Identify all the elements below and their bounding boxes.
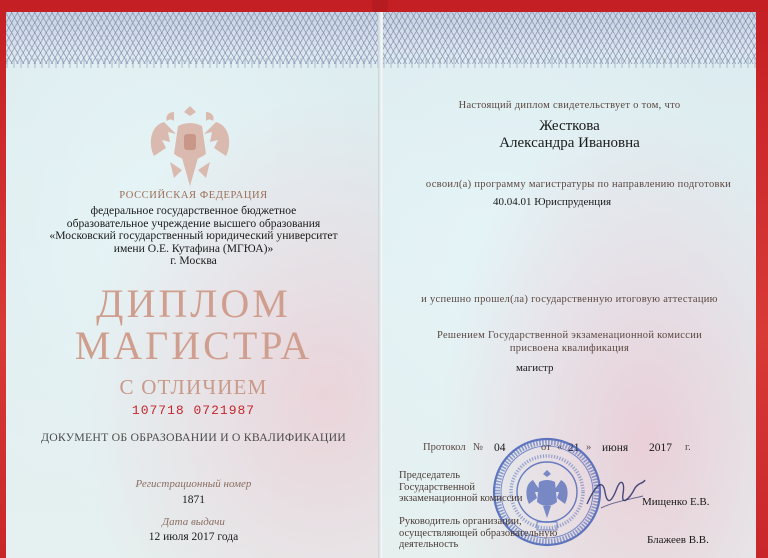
diploma-title-line-1: ДИПЛОМ: [96, 281, 291, 326]
head-name: Блажеев В.В.: [647, 534, 709, 546]
protocol-day: 21: [568, 442, 580, 454]
guilloche-header: [383, 12, 756, 64]
chair-label: [399, 470, 523, 505]
registration-number: 1871: [182, 494, 205, 506]
protocol-year-suffix: г.: [685, 442, 691, 453]
right-page: [383, 12, 756, 558]
honors-label: С ОТЛИЧИЕМ: [119, 375, 268, 399]
program-name: 40.04.01 Юриспруденция: [493, 196, 612, 208]
qualification: магистр: [516, 362, 554, 374]
institution-line: «Московский государственный юридический университет: [49, 229, 338, 243]
institution-name: [16, 205, 371, 268]
institution-line: федеральное государственное бюджетное: [90, 204, 297, 217]
protocol-number-sign: №: [473, 442, 484, 453]
issue-date-label: Дата выдачи: [162, 516, 225, 528]
double-headed-eagle-emblem-icon: [144, 96, 236, 192]
decision-line: Решением Государственной экзаменационной комиссии: [436, 330, 703, 341]
diploma-title-line-2: МАГИСТРА: [74, 323, 313, 368]
serial-number: 107718 0721987: [131, 403, 256, 418]
protocol-month: июня: [602, 442, 629, 454]
head-label-line: Руководитель организации,: [399, 516, 522, 527]
mastered-program-text: освоил(а) программу магистратуры по направлению подготовки: [425, 179, 732, 190]
country-name: РОССИЙСКАЯ ФЕДЕРАЦИЯ: [119, 190, 268, 201]
document-type: ДОКУМЕНТ ОБ ОБРАЗОВАНИИ И О КВАЛИФИКАЦИИ: [40, 430, 347, 444]
chair-label-line: Председатель: [399, 470, 461, 481]
graduate-name: [383, 118, 756, 151]
protocol-quote-close: »: [586, 442, 592, 453]
certifies-text: Настоящий диплом свидетельствует о том, что: [458, 100, 681, 111]
graduate-surname: Жесткова: [539, 118, 600, 134]
protocol-year: 2017: [649, 442, 672, 454]
head-label-line: деятельность: [399, 539, 459, 550]
guilloche-band: [6, 58, 381, 68]
protocol-quote-open: «: [557, 442, 563, 453]
institution-line: образовательное учреждение высшего образования: [66, 216, 321, 230]
graduate-given-names: Александра Ивановна: [499, 134, 640, 151]
protocol-number: 04: [494, 442, 506, 454]
left-page: [6, 12, 381, 558]
chair-label-line: Государственной: [399, 481, 475, 493]
protocol-label: Протокол: [423, 442, 466, 453]
chair-signature-icon: [583, 474, 649, 516]
chair-name: Мищенко Е.В.: [642, 496, 710, 508]
guilloche-band: [383, 58, 756, 68]
institution-line: имени О.Е. Кутафина (МГЮА)»: [113, 241, 274, 255]
commission-decision: [383, 329, 756, 355]
guilloche-header: [6, 12, 381, 64]
head-label-line: осуществляющей образовательную: [399, 527, 558, 539]
head-label: [399, 516, 557, 551]
decision-line: присвоена квалификация: [509, 343, 630, 354]
chair-label-line: экзаменационной комиссии: [399, 493, 523, 504]
registration-label: Регистрационный номер: [135, 478, 252, 490]
institution-city: г. Москва: [170, 254, 217, 268]
issue-date: 12 июля 2017 года: [148, 531, 239, 543]
attestation-text: и успешно прошел(ла) государственную итоговую аттестацию: [421, 294, 718, 305]
protocol-from: от: [541, 442, 551, 453]
